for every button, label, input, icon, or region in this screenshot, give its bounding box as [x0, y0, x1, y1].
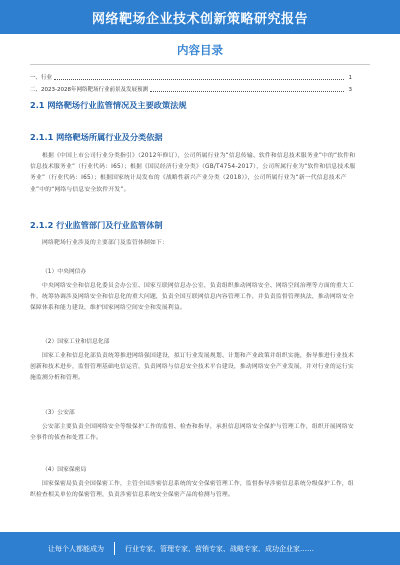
footer-divider — [114, 542, 115, 555]
body-paragraph: 国家工业和信息化部负责统筹推进网络强国建设，拟订行业发展规划、计划和产业政策并组织实施，指导推进行业技术创新和技术进步，监督管理基础电信运营，负责网络与信息安全技术平台建设，推动网络安全产业发展，并对行业的运行实施监测分析和管理。 — [30, 353, 354, 382]
list-item-heading: （4）国家保密局 — [42, 467, 87, 473]
toc-item-label: 二、2023-2028年网络靶场行业前景及发展预测 — [30, 87, 148, 93]
list-item-heading: （2）国家工业和信息化部 — [42, 339, 110, 345]
toc-item-page: 1 — [348, 75, 352, 81]
list-item-heading: （3）公安部 — [42, 410, 75, 416]
footer-banner — [0, 532, 400, 565]
toc-item[interactable] — [30, 83, 352, 93]
toc-leader-dots — [54, 79, 344, 80]
body-paragraph: 国家保密局负责全国保密工作，主管全国涉密信息系统的安全保密管理工作，监督指导涉密信息系统分级保护工作，组织检查相关单位的保密管理，负责涉密信息系统安全保密产品的检测与管理。 — [30, 481, 354, 499]
section-heading: 2.1 网络靶场行业监管情况及主要政策法规 — [30, 100, 187, 110]
toc-title: 内容目录 — [177, 43, 223, 57]
toc-item-label: 一、行业 — [30, 75, 53, 81]
report-header — [0, 0, 400, 34]
toc-leader-dots — [150, 91, 344, 92]
body-paragraph: 根据《中国上市公司行业分类指引》（2012年修订），公司所属行业为“信息传输、软件和信息技术服务业”中的“软件和信息技术服务业”（行业代码：I65）；根据《国民经济行业分类》（GB/T4754-2017），公司所属行业为“软件和信息技术服务业”（行业代码：I65）；根据国家统计局发布的《战略性新兴产业分类（2018）》，公司所属行业为“新一代信息技术产业”中的“网络与信息安全软件开发”。 — [30, 153, 356, 193]
subsection-heading: 2.1.2 行业监管部门及行业监管体制 — [30, 220, 163, 230]
toc-item-page: 3 — [348, 87, 352, 93]
body-paragraph: 中央网络安全和信息化委员会办公室、国家互联网信息办公室，负责组织推动网络安全、网络空间治理等方面的重大工作，统筹协调涉及网络安全和信息化的重大问题，负责全国互联网信息内容管理工作，并负责监督管理执法，推动网络安全保障体系和能力建设，维护国家网络空间安全和发展利益。 — [30, 283, 354, 312]
toc-item[interactable] — [30, 71, 352, 81]
toc-divider — [30, 64, 370, 65]
footer-roles: 行业专家、管理专家、营销专家、战略专家、成功企业家…… — [125, 544, 314, 553]
subsection-heading: 2.1.1 网络靶场所属行业及分类依据 — [30, 132, 163, 142]
body-paragraph: 网络靶场行业涉及的主要部门及监管体制如下： — [42, 240, 168, 246]
footer-slogan: 让每个人都能成为 — [48, 544, 104, 553]
report-title: 网络靶场企业技术创新策略研究报告 — [91, 11, 308, 27]
list-item-heading: （1）中央网信办 — [42, 269, 87, 275]
body-paragraph: 公安部主要负责全国网络安全等级保护工作的监督、检查和指导，承担信息网络安全保护与管理工作，组织开展网络安全事件的侦查和处置工作。 — [30, 424, 354, 442]
